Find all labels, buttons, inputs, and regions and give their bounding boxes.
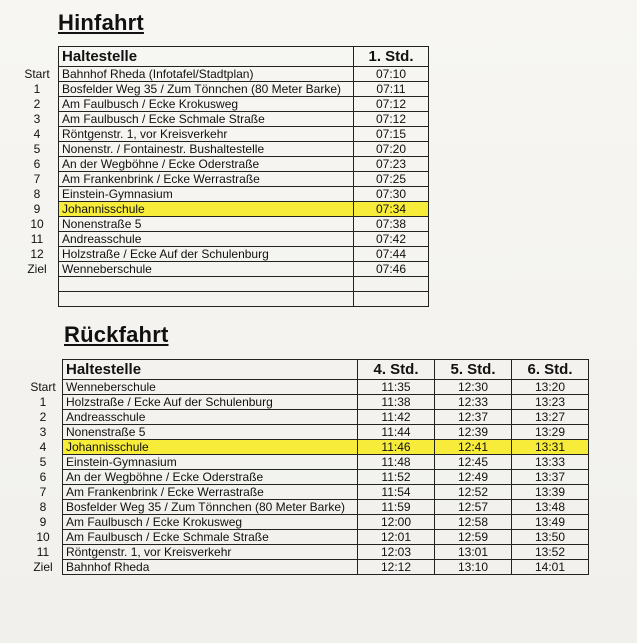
stop-number: 7 (39, 484, 47, 499)
departure-time: 07:34 (354, 202, 429, 217)
departure-time: 11:44 (358, 425, 435, 440)
stop-number: 2 (39, 409, 47, 424)
stop-name: Bahnhof Rheda (63, 560, 358, 575)
departure-time: 13:48 (512, 500, 589, 515)
stop-name: Am Faulbusch / Ecke Krokusweg (59, 97, 354, 112)
departure-time: 07:15 (354, 127, 429, 142)
stop-name: Nonenstraße 5 (63, 425, 358, 440)
departure-time: 07:44 (354, 247, 429, 262)
departure-time: 12:39 (435, 425, 512, 440)
departure-time: 07:12 (354, 112, 429, 127)
table-row (28, 530, 589, 545)
stop-name: Holzstraße / Ecke Auf der Schulenburg (63, 395, 358, 410)
stop-number: 10 (30, 216, 44, 231)
header-index-spacer (28, 360, 63, 380)
stop-number: 12 (30, 246, 44, 261)
stop-name: An der Wegböhne / Ecke Oderstraße (59, 157, 354, 172)
stop-number: 1 (39, 394, 47, 409)
stop-number: 11 (36, 544, 50, 559)
departure-time: 11:54 (358, 485, 435, 500)
departure-time: 13:23 (512, 395, 589, 410)
departure-time: 12:01 (358, 530, 435, 545)
stop-number: 6 (33, 156, 41, 171)
departure-time: 12:49 (435, 470, 512, 485)
stop-number: 3 (39, 424, 47, 439)
stop-name (59, 292, 354, 307)
table-hinfahrt (20, 46, 429, 307)
departure-time: 07:23 (354, 157, 429, 172)
table-row (28, 425, 589, 440)
stop-number: Ziel (27, 261, 47, 276)
stop-number: 9 (33, 201, 41, 216)
departure-time: 13:31 (512, 440, 589, 455)
table-row (28, 440, 589, 455)
departure-time: 13:37 (512, 470, 589, 485)
departure-time: 07:11 (354, 82, 429, 97)
stop-number: 4 (39, 439, 47, 454)
departure-time: 13:50 (512, 530, 589, 545)
stop-name: Bosfelder Weg 35 / Zum Tönnchen (80 Meter Barke) (63, 500, 358, 515)
table-row (20, 157, 429, 172)
stop-name: Am Faulbusch / Ecke Schmale Straße (63, 530, 358, 545)
stop-name: Nonenstraße 5 (59, 217, 354, 232)
departure-time: 12:41 (435, 440, 512, 455)
stop-name: Röntgenstr. 1, vor Kreisverkehr (59, 127, 354, 142)
header-stop: Haltestelle (63, 360, 358, 380)
table-row (20, 202, 429, 217)
table-row (20, 127, 429, 142)
departure-time: 11:46 (358, 440, 435, 455)
departure-time: 12:37 (435, 410, 512, 425)
departure-time: 12:12 (358, 560, 435, 575)
table-row (20, 67, 429, 82)
table-row (20, 232, 429, 247)
departure-time: 13:29 (512, 425, 589, 440)
header-time-column: 1. Std. (354, 47, 429, 67)
stop-name: Einstein-Gymnasium (63, 455, 358, 470)
departure-time: 12:57 (435, 500, 512, 515)
stop-number: 6 (39, 469, 47, 484)
stop-name: Johannisschule (59, 202, 354, 217)
table-row (20, 142, 429, 157)
departure-time: 12:58 (435, 515, 512, 530)
stop-number: 4 (33, 126, 41, 141)
table-row (20, 262, 429, 277)
stop-number: 10 (36, 529, 50, 544)
stop-name: Am Frankenbrink / Ecke Werrastraße (63, 485, 358, 500)
table-row (20, 247, 429, 262)
stop-number: 5 (33, 141, 41, 156)
stop-name: An der Wegböhne / Ecke Oderstraße (63, 470, 358, 485)
departure-time: 13:33 (512, 455, 589, 470)
table-row (20, 277, 429, 292)
table-row (20, 82, 429, 97)
stop-number: 5 (39, 454, 47, 469)
stop-number: 3 (33, 111, 41, 126)
header-time-column: 5. Std. (435, 360, 512, 380)
departure-time: 12:33 (435, 395, 512, 410)
departure-time: 07:20 (354, 142, 429, 157)
stop-number: Start (30, 379, 56, 394)
table-row (28, 410, 589, 425)
table-row (28, 545, 589, 560)
heading-rueckfahrt: Rückfahrt (64, 322, 169, 347)
departure-time: 07:12 (354, 97, 429, 112)
table-rueckfahrt (28, 359, 589, 575)
header-stop: Haltestelle (59, 47, 354, 67)
departure-time: 12:52 (435, 485, 512, 500)
table-row (28, 485, 589, 500)
departure-time: 12:59 (435, 530, 512, 545)
departure-time: 07:46 (354, 262, 429, 277)
departure-time: 11:35 (358, 380, 435, 395)
table-header-row (20, 47, 429, 67)
stop-name: Johannisschule (63, 440, 358, 455)
departure-time: 13:01 (435, 545, 512, 560)
departure-time: 12:45 (435, 455, 512, 470)
stop-number: 11 (30, 231, 44, 246)
stop-number: Ziel (33, 559, 53, 574)
table-row (20, 172, 429, 187)
departure-time: 12:30 (435, 380, 512, 395)
header-index-spacer (20, 47, 59, 67)
departure-time: 13:20 (512, 380, 589, 395)
table-row (28, 380, 589, 395)
departure-time (354, 292, 429, 307)
table-row (28, 560, 589, 575)
stop-name: Röntgenstr. 1, vor Kreisverkehr (63, 545, 358, 560)
stop-number: Start (24, 66, 50, 81)
stop-number: 8 (33, 186, 41, 201)
departure-time: 13:49 (512, 515, 589, 530)
header-time-column: 4. Std. (358, 360, 435, 380)
stop-name: Holzstraße / Ecke Auf der Schulenburg (59, 247, 354, 262)
table-row (28, 470, 589, 485)
stop-name: Am Faulbusch / Ecke Schmale Straße (59, 112, 354, 127)
stop-name: Wenneberschule (63, 380, 358, 395)
stop-number: 1 (33, 81, 41, 96)
stop-name: Am Faulbusch / Ecke Krokusweg (63, 515, 358, 530)
table-row (28, 455, 589, 470)
stop-name: Andreasschule (63, 410, 358, 425)
table-row (28, 500, 589, 515)
table-row (20, 97, 429, 112)
table-row (20, 112, 429, 127)
departure-time: 11:42 (358, 410, 435, 425)
stop-number: 2 (33, 96, 41, 111)
stop-name: Nonenstr. / Fontainestr. Bushaltestelle (59, 142, 354, 157)
departure-time: 13:10 (435, 560, 512, 575)
stop-number (20, 277, 59, 292)
table-row (28, 515, 589, 530)
departure-time: 11:52 (358, 470, 435, 485)
stop-name: Wenneberschule (59, 262, 354, 277)
stop-name: Einstein-Gymnasium (59, 187, 354, 202)
stop-number: 7 (33, 171, 41, 186)
table-row (20, 187, 429, 202)
stop-name: Bosfelder Weg 35 / Zum Tönnchen (80 Meter Barke) (59, 82, 354, 97)
departure-time: 12:03 (358, 545, 435, 560)
departure-time: 11:38 (358, 395, 435, 410)
departure-time (354, 277, 429, 292)
departure-time: 07:25 (354, 172, 429, 187)
stop-name: Andreasschule (59, 232, 354, 247)
stop-name (59, 277, 354, 292)
departure-time: 12:00 (358, 515, 435, 530)
stop-name: Am Frankenbrink / Ecke Werrastraße (59, 172, 354, 187)
stop-number: 9 (39, 514, 47, 529)
departure-time: 13:27 (512, 410, 589, 425)
departure-time: 11:48 (358, 455, 435, 470)
stop-number (20, 292, 59, 307)
departure-time: 07:30 (354, 187, 429, 202)
departure-time: 13:39 (512, 485, 589, 500)
table-header-row (28, 360, 589, 380)
departure-time: 13:52 (512, 545, 589, 560)
departure-time: 07:42 (354, 232, 429, 247)
table-row (28, 395, 589, 410)
stop-number: 8 (39, 499, 47, 514)
table-row (20, 217, 429, 232)
departure-time: 14:01 (512, 560, 589, 575)
heading-hinfahrt: Hinfahrt (58, 10, 144, 35)
departure-time: 07:10 (354, 67, 429, 82)
header-time-column: 6. Std. (512, 360, 589, 380)
departure-time: 11:59 (358, 500, 435, 515)
table-row (20, 292, 429, 307)
departure-time: 07:38 (354, 217, 429, 232)
stop-name: Bahnhof Rheda (Infotafel/Stadtplan) (59, 67, 354, 82)
